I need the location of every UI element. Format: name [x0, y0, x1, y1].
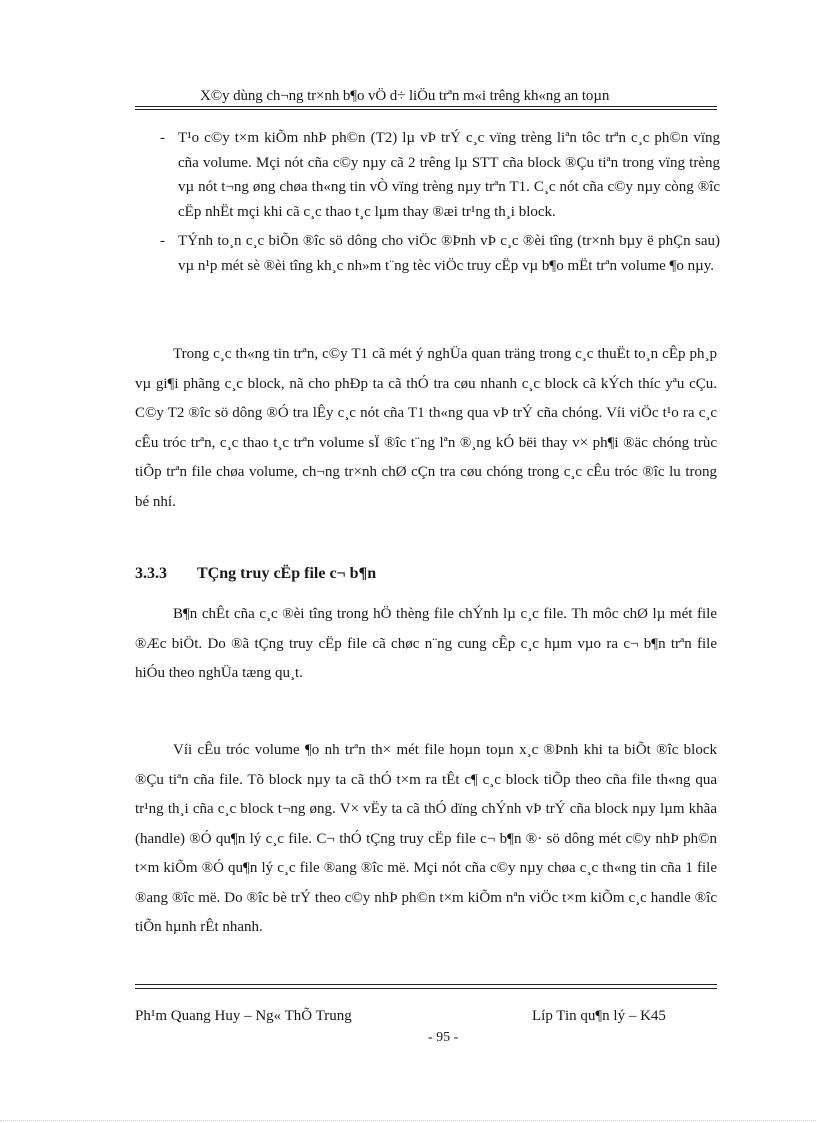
page-number: - 95 - [428, 1030, 459, 1041]
section-title: TÇng truy cËp file c¬ b¶n [197, 565, 377, 582]
bullet-item [160, 126, 720, 224]
section-number: 3.3.3 [135, 565, 167, 582]
bullet-item [160, 229, 720, 278]
paragraph: B¶n chÊt cña c¸c ®èi tîng trong hÖ thèng file chÝnh lµ c¸c file. Th môc chØ lµ mét file ®Æc biÖt. Do ®ã tÇng truy cËp file cã chøc n¨ng cung cÊp c¸c hµm vµo ra c¬ b¶n trªn file hiÓu theo nghÜa tæng qu¸t. [135, 606, 717, 681]
page-boundary [0, 1120, 816, 1121]
section-heading [135, 565, 376, 583]
footer-authors: Ph¹m Quang Huy – Ng« ThÕ Trung [135, 1008, 352, 1024]
header-rule-bottom [135, 109, 717, 110]
bullet-text: T¹o c©y t×m kiÕm nhÞ ph©n (T2) lµ vÞ trÝ c¸c vïng trèng liªn tôc trªn c¸c ph©n vïng cña volume. Mçi nót cña c©y nµy cã 2 trêng lµ STT cña block ®Çu tiªn trong vïng trèng vµ nót t¬ng øng chøa th«ng tin vÒ vïng trèng nµy trªn T1. C¸c nót cña c©y nµy còng ®îc cËp nhËt mçi khi cã c¸c thao t¸c lµm thay ®æi tr¹ng th¸i block. [178, 130, 720, 220]
bullet-dash: - [160, 130, 165, 146]
header-rule-top [135, 106, 717, 107]
bullet-list [160, 126, 720, 278]
bullet-dash: - [160, 233, 165, 249]
bullet-text: TÝnh to¸n c¸c biÕn ®îc sö dông cho viÖc ®Þnh vÞ c¸c ®èi tîng (tr×nh bµy ë phÇn sau) vµ n¹p mét sè ®èi tîng kh¸c nh»m t¨ng tèc viÖc truy cËp vµ b¶o mËt trªn volume ¶o nµy. [178, 233, 720, 274]
footer-rule-bottom [135, 988, 717, 989]
running-title: X©y dùng ch¬ng tr×nh b¶o vÖ d÷ liÖu trªn m«i trêng kh«ng an toµn [200, 88, 610, 104]
paragraph: Trong c¸c th«ng tin trªn, c©y T1 cã mét ý nghÜa quan träng trong c¸c thuËt to¸n cÊp ph¸p vµ gi¶i phãng c¸c block, nã cho phÐp ta cã thÓ tra cøu nhanh c¸c block cã kÝch thíc yªu cÇu. C©y T2 ®îc sö dông ®Ó tra lÊy c¸c nót cña T1 th«ng qua vÞ trÝ cña chóng. Víi viÖc t¹o ra c¸c cÊu tróc trªn, c¸c thao t¸c trªn volume sÏ ®îc t¨ng lªn ®¸ng kÓ bëi thay v× ph¶i ®äc chóng trùc tiÕp trªn file chøa volume, ch¬ng tr×nh chØ cÇn tra cøu chóng trong c¸c cÊu tróc ®îc lu trong bé nhí. [135, 346, 717, 510]
footer-rule-top [135, 984, 717, 985]
paragraph: Víi cÊu tróc volume ¶o nh trªn th× mét file hoµn toµn x¸c ®Þnh khi ta biÕt ®îc block ®Çu tiªn cña file. Tõ block nµy ta cã thÓ t×m ra tÊt c¶ c¸c block tiÕp theo cña file th«ng qua tr¹ng th¸i cña c¸c block t¬ng øng. V× vËy ta cã thÓ dïng chÝnh vÞ trÝ cña block nµy lµm khãa (handle) ®Ó qu¶n lý c¸c file. C¬ thÓ tÇng truy cËp file c¬ b¶n ®· sö dông mét c©y nhÞ ph©n t×m kiÕm ®Ó qu¶n lý c¸c file ®ang ®îc më. Mçi nót cña c©y nµy chøa c¸c th«ng tin cña 1 file ®ang ®îc më. Do ®îc bè trÝ theo c©y nhÞ ph©n t×m kiÕm nªn viÖc t×m kiÕm c¸c handle ®îc tiÕn hµnh rÊt nhanh. [135, 742, 717, 935]
footer-class: Líp Tin qu¶n lý – K45 [532, 1008, 666, 1024]
